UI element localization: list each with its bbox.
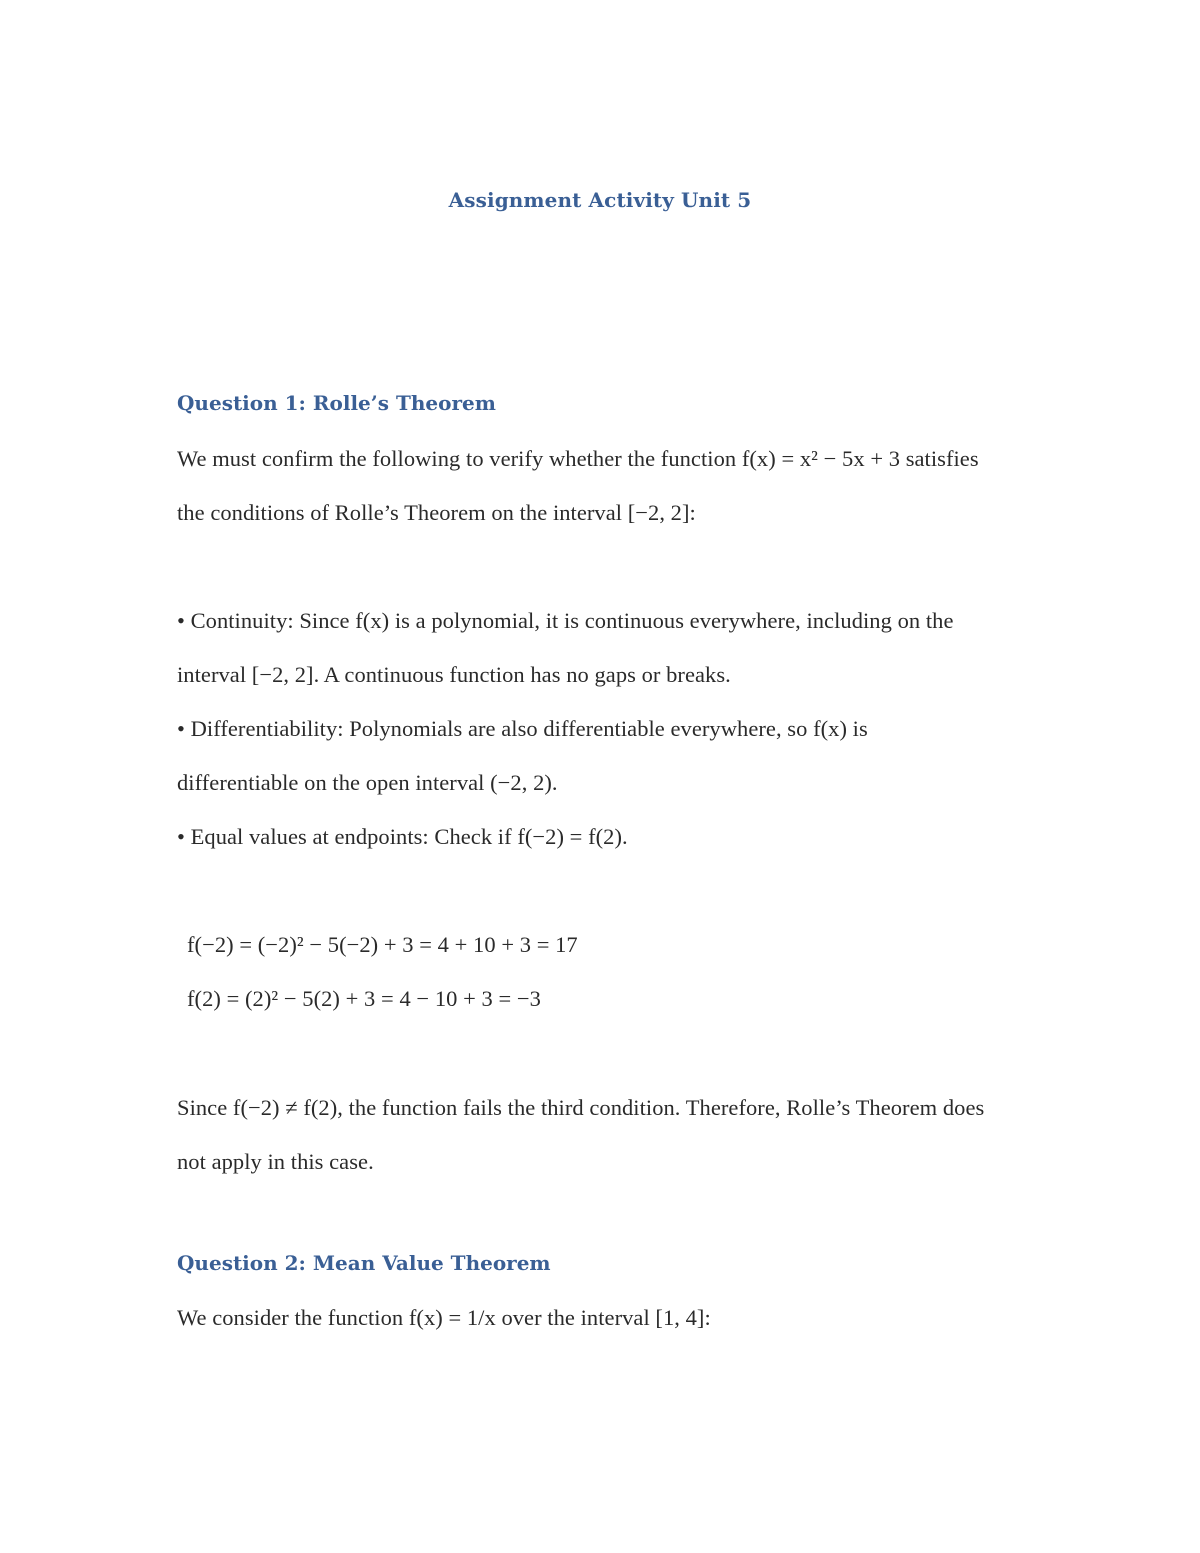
bullet-continuity-line-1: • Continuity: Since f(x) is a polynomial, it is continuous everywhere, including on the xyxy=(177,608,954,633)
conclusion-line-2: not apply in this case. xyxy=(177,1149,374,1174)
calculation-f-minus-2: f(−2) = (−2)² − 5(−2) + 3 = 4 + 10 + 3 = 17 xyxy=(187,932,578,957)
question-1-heading: Question 1: Rolle’s Theorem xyxy=(177,391,496,415)
bullet-differentiability-line-2: differentiable on the open interval (−2, 2). xyxy=(177,770,558,795)
question-2-intro: We consider the function f(x) = 1/x over the interval [1, 4]: xyxy=(177,1305,711,1330)
bullet-differentiability-line-1: • Differentiability: Polynomials are also differentiable everywhere, so f(x) is xyxy=(177,716,868,741)
calculation-f-2: f(2) = (2)² − 5(2) + 3 = 4 − 10 + 3 = −3 xyxy=(187,986,541,1011)
question-2-heading: Question 2: Mean Value Theorem xyxy=(177,1251,551,1275)
question-1-intro-line-1: We must confirm the following to verify whether the function f(x) = x² − 5x + 3 satisfies xyxy=(177,446,979,471)
document-title: Assignment Activity Unit 5 xyxy=(448,188,752,212)
question-1-intro-line-2: the conditions of Rolle’s Theorem on the interval [−2, 2]: xyxy=(177,500,696,525)
bullet-equal-values: • Equal values at endpoints: Check if f(−2) = f(2). xyxy=(177,824,628,849)
conclusion-line-1: Since f(−2) ≠ f(2), the function fails the third condition. Therefore, Rolle’s Theorem does xyxy=(177,1095,985,1120)
bullet-continuity-line-2: interval [−2, 2]. A continuous function has no gaps or breaks. xyxy=(177,662,731,687)
